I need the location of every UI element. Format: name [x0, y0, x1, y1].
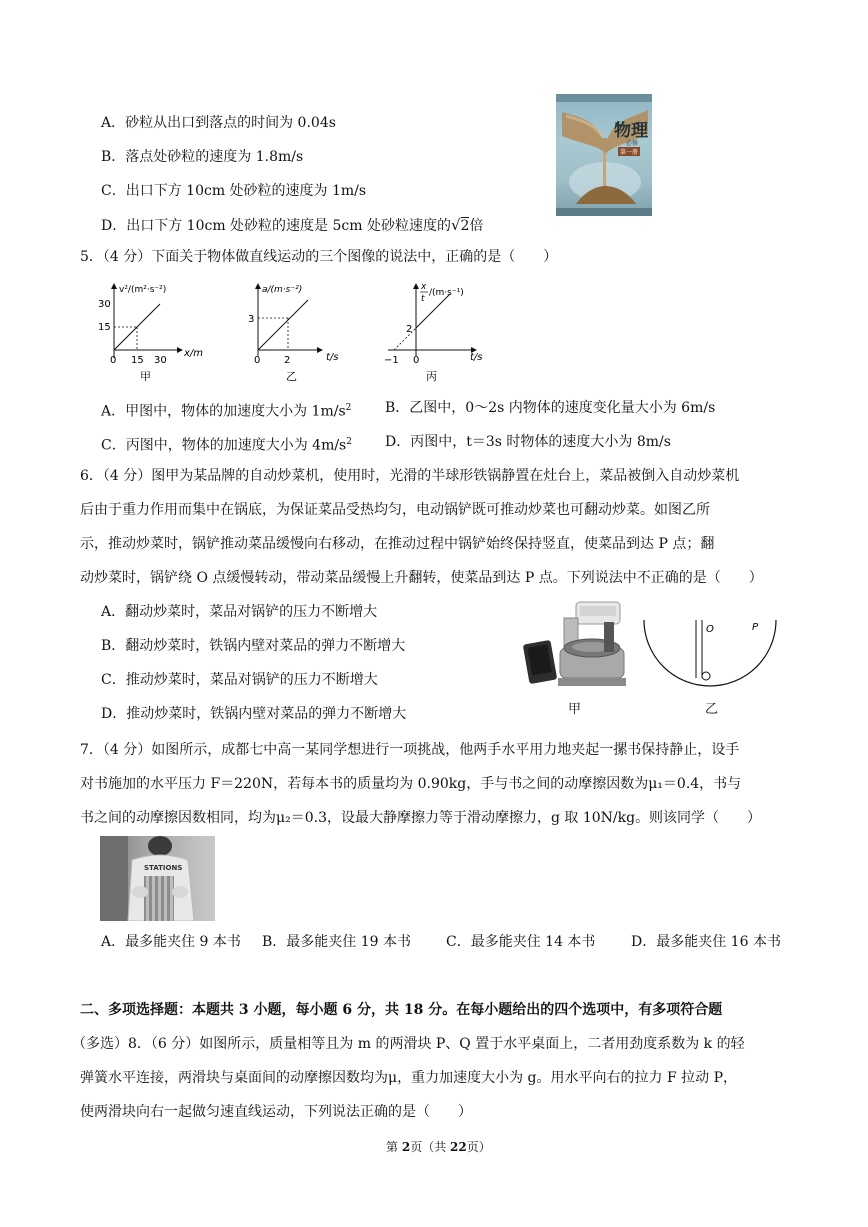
- graph-bing-ylabel-num: x: [421, 282, 427, 292]
- graph-yi-ylabel: a/(m·s⁻²): [262, 285, 303, 295]
- food-item: [702, 672, 710, 680]
- q4-option-d-text: D．出口下方 10cm 处砂粒的速度是 5cm 处砂粒速度的: [101, 218, 451, 234]
- q5-option-a-text: A．甲图中，物体的加速度大小为 1m/s: [101, 403, 346, 420]
- graph-yi-tick-3: 3: [248, 314, 255, 325]
- physics-textbook-image: [556, 94, 652, 216]
- q6-fig-yi-caption: 乙: [705, 702, 719, 717]
- q6-wok-diagram: [640, 614, 780, 694]
- q6-option-c: C．推动炒菜时，菜品对锅铲的压力不断增大: [101, 672, 378, 688]
- q7-student-photo: [100, 836, 215, 921]
- graph-yi-tick-x0: 0: [254, 355, 261, 366]
- footer-middle: 页（共: [410, 1140, 451, 1154]
- q6-stem-line-2: 后由于重力作用而集中在锅底，为保证菜品受热均匀，电动锅铲既可推动炒菜也可翻动炒菜。如图乙所: [80, 502, 710, 518]
- q4-option-d-radicand: 2: [460, 218, 470, 234]
- shirt-text: STATIONS: [144, 864, 183, 872]
- book-subtitle-1: 必修: [626, 140, 639, 147]
- q4-option-a: A．砂粒从出口到落点的时间为 0.04s: [101, 115, 336, 131]
- q7-stem-line-1: 7．（4 分）如图所示，成都七中高一某同学想进行一项挑战，他两手水平用力地夹起一摞书保持静止，设手: [80, 742, 740, 758]
- q7-stem-line-2: 对书施加的水平压力 F＝220N，若每本书的质量均为 0.90kg，手与书之间的动摩擦因数为μ₁＝0.4，书与: [80, 776, 742, 792]
- q7-option-a: A．最多能夹住 9 本书: [101, 934, 241, 950]
- q6-option-d: D．推动炒菜时，铁锅内壁对菜品的弹力不断增大: [101, 706, 407, 722]
- graph-bing-tick-2: 2: [406, 324, 413, 335]
- graph-bing-ylabel-den: t: [421, 294, 425, 304]
- student-holding-books-illustration: [100, 836, 215, 921]
- q7-option-c: C．最多能夹住 14 本书: [446, 934, 596, 950]
- q6-stem-line-1: 6．（4 分）图甲为某品牌的自动炒菜机，使用时，光滑的半球形铁锅静置在灶台上，菜品被倒入自动炒菜机: [80, 468, 740, 484]
- graph-jia-xlabel: x/m: [184, 348, 204, 359]
- graph-jia-tick-30: 30: [98, 299, 111, 310]
- graph-bing-xlabel: t/s: [470, 352, 483, 363]
- graph-yi-tick-x2: 2: [284, 355, 291, 366]
- q7-stem-line-3: 书之间的动摩擦因数相同，均为μ₂＝0.3，设最大静摩擦力等于滑动摩擦力，g 取 10N/kg。则该同学（ ）: [80, 810, 762, 826]
- q6-fig-jia-caption: 甲: [568, 702, 582, 717]
- q5-graph-jia: [86, 280, 246, 390]
- q5-graph-yi: [236, 280, 356, 390]
- page-footer: [386, 1139, 491, 1155]
- q5-graph-bing: [380, 280, 510, 390]
- q6-stem-line-4: 动炒菜时，锅铲绕 O 点缓慢转动，带动菜品缓慢上升翻转，使菜品到达 P 点。下列说法中不正确的是（ ）: [80, 570, 763, 586]
- q4-option-d-suffix: 倍: [469, 218, 484, 234]
- graph-jia-caption: 甲: [140, 370, 151, 383]
- q5-option-a: [101, 398, 351, 422]
- footer-total-pages: 22: [450, 1140, 467, 1154]
- q5-stem: 5．（4 分）下面关于物体做直线运动的三个图像的说法中，正确的是（ ）: [80, 249, 558, 265]
- graph-jia-ylabel: v²/(m²·s⁻²): [119, 285, 167, 295]
- graph-bing-tick-xm1: −1: [384, 355, 399, 366]
- graph-jia-tick-x30: 30: [154, 355, 167, 366]
- q6-option-b: B．翻动炒菜时，铁锅内壁对菜品的弹力不断增大: [101, 638, 406, 654]
- footer-prefix: 第: [386, 1140, 402, 1154]
- footer-page-number: 2: [401, 1140, 411, 1154]
- q4-option-c: C．出口下方 10cm 处砂粒的速度为 1m/s: [101, 183, 367, 199]
- q7-option-d: D．最多能夹住 16 本书: [631, 934, 781, 950]
- graph-yi-line: [258, 300, 308, 350]
- q8-stem-line-1: （多选）8．（6 分）如图所示，质量相等且为 m 的两滑块 P、Q 置于水平桌面上，二者用劲度系数为 k 的轻: [72, 1036, 745, 1052]
- footer-suffix: 页）: [466, 1140, 491, 1154]
- graph-yi-caption: 乙: [286, 370, 297, 383]
- q5-option-c: [101, 432, 352, 456]
- graph-bing-tick-x0: 0: [413, 355, 420, 366]
- graph-bing-caption: 丙: [426, 370, 437, 383]
- q4-option-d: D．出口下方 10cm 处砂粒的速度是 5cm 处砂粒速度的√2倍: [101, 216, 484, 234]
- q5-option-b: B．乙图中，0～2s 内物体的速度变化量大小为 6m/s: [385, 400, 716, 416]
- section-2-heading: 二、多项选择题：本题共 3 小题，每小题 6 分，共 18 分。在每小题给出的四个选项中，有多项符合题: [80, 1002, 723, 1018]
- wok-label-o: O: [706, 624, 714, 635]
- q4-option-b: B．落点处砂粒的速度为 1.8m/s: [101, 149, 304, 165]
- book-subtitle-2: 第一册: [620, 149, 639, 156]
- q6-option-a: A．翻动炒菜时，菜品对锅铲的压力不断增大: [101, 604, 378, 620]
- graph-jia-tick-x15: 15: [131, 355, 144, 366]
- graph-yi-xlabel: t/s: [326, 352, 339, 363]
- q5-option-c-sup: 2: [346, 437, 352, 447]
- graph-jia-tick-x0: 0: [110, 355, 117, 366]
- q5-option-d: D．丙图中，t＝3s 时物体的速度大小为 8m/s: [385, 434, 671, 450]
- q7-option-b: B．最多能夹住 19 本书: [262, 934, 412, 950]
- q8-stem-line-3: 使两滑块向右一起做匀速直线运动，下列说法正确的是（ ）: [80, 1104, 472, 1120]
- graph-bing-ylabel-unit: /(m·s⁻¹): [429, 288, 464, 298]
- q6-stem-line-3: 示，推动炒菜时，锅铲推动菜品缓慢向右移动，在推动过程中锅铲始终保持竖直，使菜品到达 P 点；翻: [80, 536, 715, 552]
- q6-cooking-machine-image: [520, 598, 630, 698]
- book-title: 物理: [614, 121, 648, 141]
- q5-option-a-sup: 2: [345, 403, 352, 413]
- q5-option-c-text: C．丙图中，物体的加速度大小为 4m/s: [101, 437, 347, 454]
- wok-label-p: P: [752, 622, 759, 633]
- graph-jia-tick-15: 15: [98, 322, 111, 333]
- q8-stem-line-2: 弹簧水平连接，两滑块与桌面间的动摩擦因数均为μ，重力加速度大小为 g。用水平向右的拉力 F 拉动 P，: [80, 1070, 737, 1086]
